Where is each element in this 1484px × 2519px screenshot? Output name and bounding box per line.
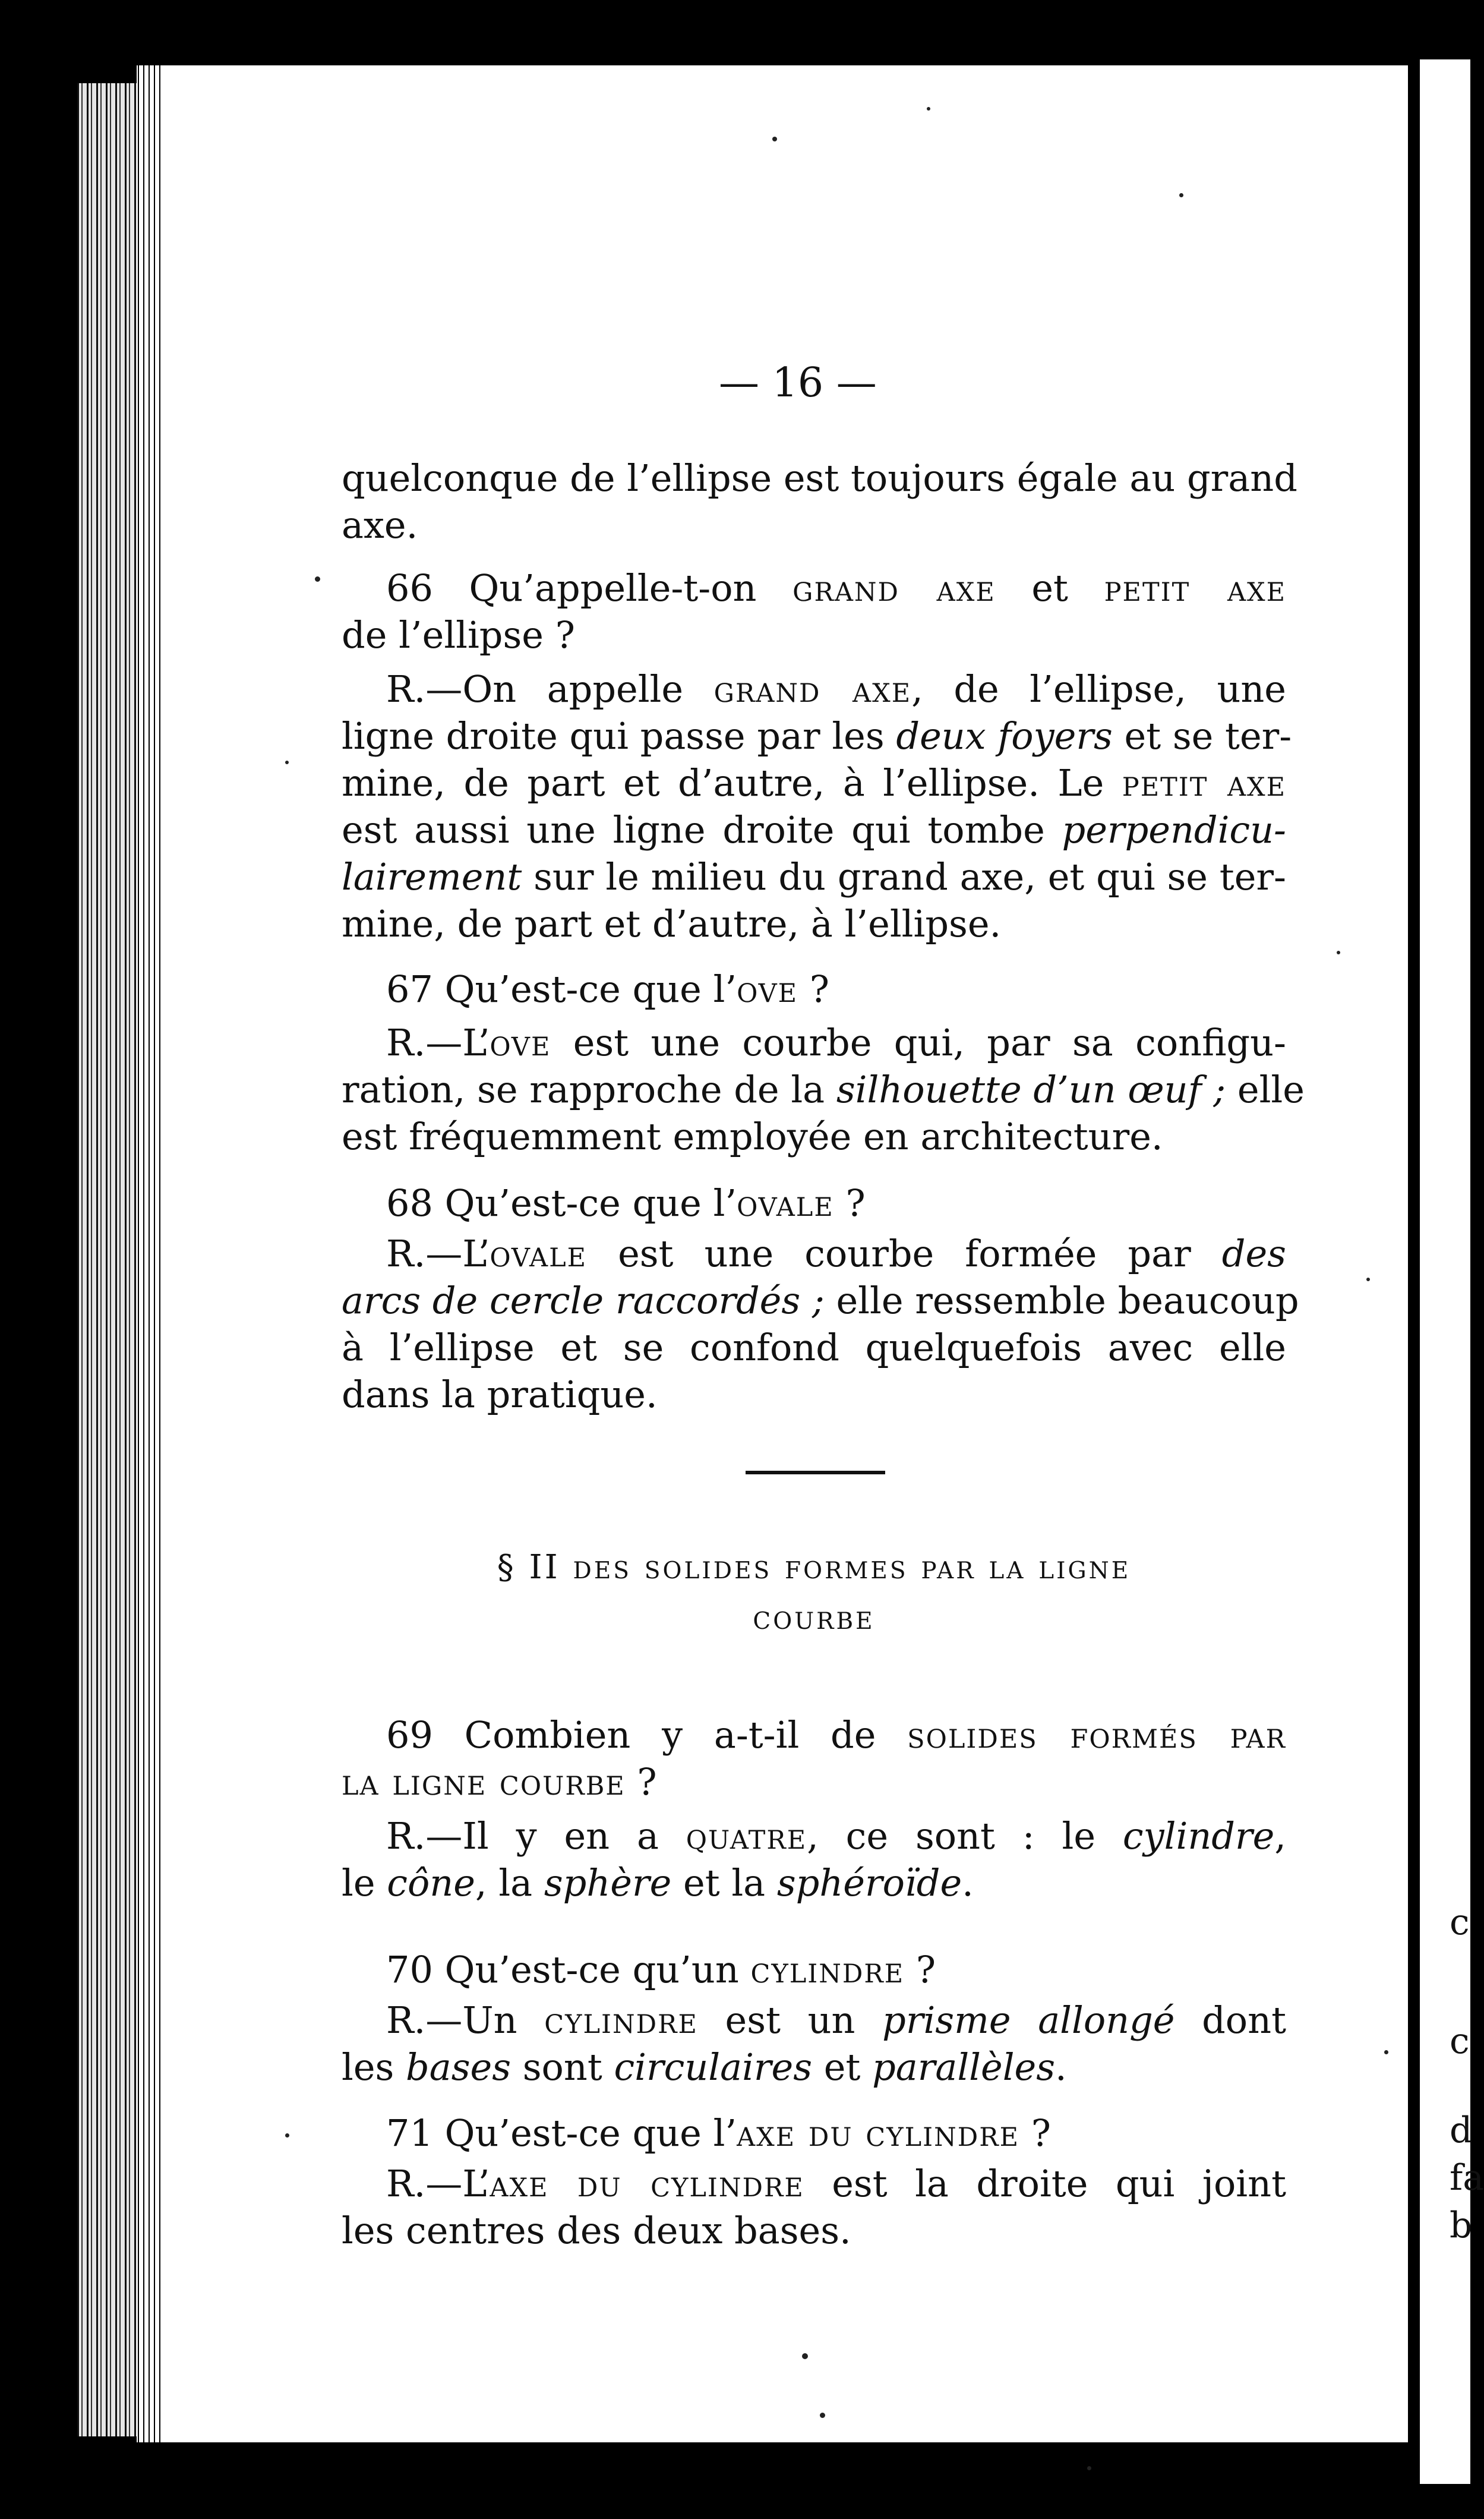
page-gutter-shadow	[138, 65, 162, 2442]
small-caps-text: petit axe	[1122, 761, 1286, 805]
small-caps-text: ove	[737, 967, 798, 1011]
text-run: ?	[904, 1948, 936, 1991]
small-caps-text: cylindre	[750, 1948, 905, 1991]
text-run: ,	[1274, 1814, 1286, 1858]
text-run: mine, de part et d’autre, à l’ellipse.	[342, 902, 1002, 945]
paragraph-p0	[342, 455, 1297, 548]
page-number: — 16 —	[719, 360, 877, 406]
text-run: 70 Qu’est-ce qu’un	[386, 1948, 751, 1991]
italic-text: silhouette d’un œuf ;	[836, 1068, 1226, 1111]
text-run: 68 Qu’est-ce que l’	[386, 1181, 737, 1225]
text-run: est fréquemment employée en architecture.	[342, 1115, 1163, 1158]
text-line	[342, 1019, 1286, 1066]
facing-page-fragment: c	[1450, 1902, 1470, 1943]
text-line	[342, 759, 1286, 806]
text-run: .	[1055, 2045, 1067, 2089]
text-line	[342, 806, 1286, 853]
text-run: , la	[475, 1861, 544, 1905]
text-run: axe.	[342, 503, 418, 547]
text-run: , de l’ellipse, une	[911, 667, 1286, 711]
text-run: sont	[511, 2045, 614, 2089]
scan-speck	[772, 137, 777, 141]
text-run: 67 Qu’est-ce que l’	[386, 967, 737, 1011]
scan-speck	[315, 576, 320, 582]
text-line	[342, 1066, 1305, 1113]
small-caps-text: quatre	[686, 1814, 807, 1858]
page-edge-right	[1411, 59, 1420, 2484]
text-line	[342, 1180, 1286, 1227]
text-run: dont	[1174, 1998, 1286, 2042]
text-run: les	[342, 2045, 406, 2089]
facing-page-fragment: fa	[1450, 2157, 1484, 2199]
text-run: ?	[833, 1181, 866, 1225]
text-line	[342, 853, 1286, 900]
text-run: à l’ellipse et se confond quelquefois avec elle	[342, 1326, 1286, 1369]
italic-text: arcs de cercle raccordés ;	[342, 1279, 825, 1322]
small-caps-text: ove	[490, 1021, 551, 1064]
text-line	[342, 900, 1286, 947]
text-run: et	[812, 2045, 873, 2089]
text-line	[342, 1997, 1286, 2044]
text-line	[342, 2207, 1286, 2254]
text-line	[342, 455, 1297, 502]
text-run: dans la pratique.	[342, 1373, 658, 1416]
paragraph-q71	[342, 2110, 1286, 2157]
text-line	[342, 712, 1292, 759]
text-line	[342, 1758, 1286, 1805]
facing-page-fragment: c	[1450, 2020, 1470, 2062]
text-run: R.—On appelle	[386, 667, 714, 711]
facing-page-fragment: d	[1450, 2110, 1473, 2151]
paragraph-q69	[342, 1711, 1286, 1805]
text-line	[342, 1113, 1286, 1160]
scan-speck	[1337, 951, 1340, 954]
scan-speck	[1384, 2050, 1388, 2054]
text-run: et	[995, 566, 1104, 610]
text-line	[342, 666, 1286, 712]
small-caps-text: petit axe	[1104, 566, 1286, 610]
page-edge-bottom	[154, 2442, 1408, 2478]
small-caps-text: ovale	[737, 1181, 834, 1225]
text-run: et la	[671, 1861, 777, 1905]
text-run: 69 Combien y a-t-il de	[386, 1713, 908, 1757]
text-run: le	[342, 1861, 387, 1905]
scan-speck	[1179, 193, 1183, 197]
scan-speck	[1366, 1278, 1370, 1281]
text-run: et se ter-	[1112, 714, 1292, 758]
paragraph-r66	[342, 666, 1292, 947]
text-run: R.—L’	[386, 2162, 490, 2205]
small-caps-text: axe du cylindre	[490, 2162, 804, 2205]
text-run: sur le milieu du grand axe, et qui se ter-	[522, 855, 1286, 898]
text-run: est la droite qui joint	[804, 2162, 1286, 2205]
italic-text: deux foyers	[896, 714, 1113, 758]
paragraph-r68	[342, 1230, 1299, 1418]
text-line	[342, 1711, 1286, 1758]
text-run: ?	[1019, 2111, 1051, 2155]
text-line	[342, 2044, 1286, 2091]
text-run: mine, de part et d’autre, à l’ellipse. Le	[342, 761, 1122, 805]
text-line	[342, 1371, 1286, 1418]
italic-text: parallèles	[872, 2045, 1056, 2089]
scan-speck	[927, 107, 930, 111]
text-line	[342, 1277, 1299, 1324]
text-line	[342, 1230, 1286, 1277]
italic-text: lairement	[342, 855, 522, 898]
text-run: elle ressemble beaucoup	[824, 1279, 1299, 1322]
italic-text: prisme allongé	[882, 1998, 1175, 2042]
text-run: elle	[1226, 1068, 1305, 1111]
small-caps-text: axe du cylindre	[737, 2111, 1020, 2155]
paragraph-r71	[342, 2160, 1286, 2254]
text-run: ligne droite qui passe par les	[342, 714, 896, 758]
text-run: est un	[697, 1998, 883, 2042]
text-run: R.—L’	[386, 1021, 490, 1064]
paragraph-r70	[342, 1997, 1286, 2091]
paragraph-r69	[342, 1812, 1286, 1906]
text-run: .	[962, 1861, 974, 1905]
italic-text: cylindre	[1122, 1814, 1275, 1858]
italic-text: sphère	[544, 1861, 672, 1905]
scan-speck	[285, 2133, 289, 2137]
paragraph-q66	[342, 565, 1286, 658]
small-caps-text: cylindre	[544, 1998, 698, 2042]
section-heading-line1: § II des solides formes par la ligne	[497, 1548, 1131, 1587]
paragraph-r67	[342, 1019, 1305, 1160]
text-run: R.—L’	[386, 1232, 490, 1275]
text-run: , ce sont : le	[807, 1814, 1123, 1858]
italic-text: des	[1221, 1232, 1286, 1275]
text-run: 66 Qu’appelle-t-on	[386, 566, 793, 610]
italic-text: perpendicu-	[1062, 808, 1286, 852]
text-run: ?	[625, 1760, 657, 1804]
section-divider-rule	[746, 1471, 885, 1474]
text-line	[342, 2110, 1286, 2157]
text-line	[342, 1859, 1286, 1906]
text-line	[342, 1324, 1286, 1371]
italic-text: sphéroïde	[776, 1861, 962, 1905]
text-run: les centres des deux bases.	[342, 2209, 851, 2252]
text-run: est aussi une ligne droite qui tombe	[342, 808, 1062, 852]
scan-speck	[820, 2413, 825, 2418]
facing-page-fragment: b	[1450, 2205, 1473, 2246]
text-line	[342, 502, 1286, 548]
text-line	[342, 1812, 1286, 1859]
section-heading-line2: courbe	[753, 1599, 875, 1637]
small-caps-text: grand axe	[713, 667, 912, 711]
text-run: est une courbe qui, par sa configu-	[551, 1021, 1286, 1064]
scan-speck	[285, 761, 289, 764]
paragraph-q67	[342, 966, 1286, 1013]
paragraph-q68	[342, 1180, 1286, 1227]
text-run: de l’ellipse ?	[342, 613, 575, 657]
text-line	[342, 611, 1286, 658]
small-caps-text: solides formés par	[907, 1713, 1286, 1757]
small-caps-text: grand axe	[792, 566, 996, 610]
text-run: est une courbe formée par	[587, 1232, 1222, 1275]
text-run: R.—Il y en a	[386, 1814, 686, 1858]
small-caps-text: la ligne courbe	[342, 1760, 626, 1804]
small-caps-text: ovale	[490, 1232, 588, 1275]
italic-text: circulaires	[614, 2045, 813, 2089]
paragraph-q70	[342, 1946, 1286, 1993]
text-run: quelconque de l’ellipse est toujours égale au grand	[342, 456, 1297, 500]
scan-speck	[802, 2353, 808, 2359]
text-run: ration, se rapproche de la	[342, 1068, 836, 1111]
text-run: ?	[798, 967, 830, 1011]
text-run: R.—Un	[386, 1998, 545, 2042]
italic-text: cône	[387, 1861, 475, 1905]
italic-text: bases	[406, 2045, 511, 2089]
text-line	[342, 2160, 1286, 2207]
scan-speck	[1087, 2466, 1091, 2470]
text-line	[342, 1946, 1286, 1993]
text-run: 71 Qu’est-ce que l’	[386, 2111, 737, 2155]
text-line	[342, 966, 1286, 1013]
text-line	[342, 565, 1286, 611]
